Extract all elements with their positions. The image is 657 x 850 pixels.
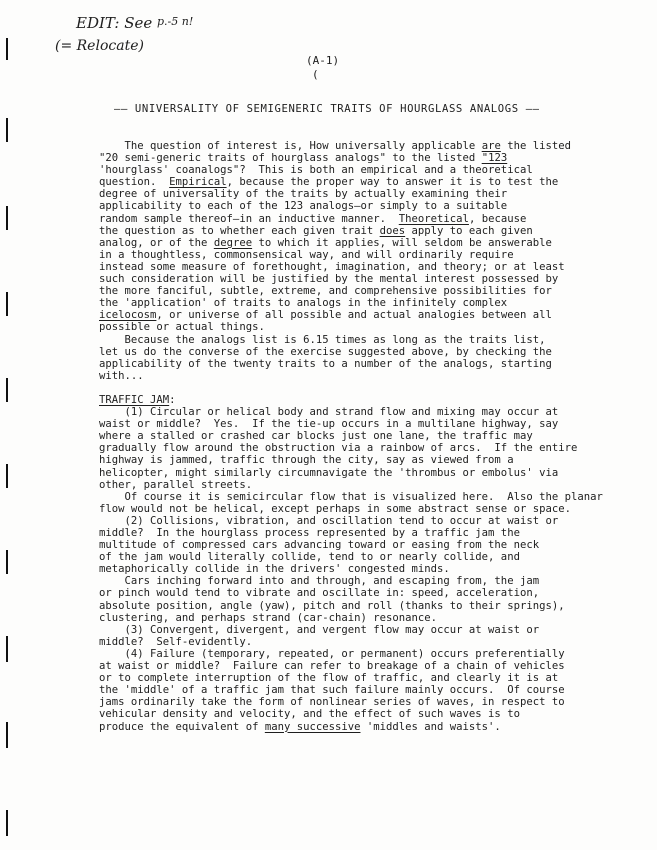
text-line (99, 684, 569, 696)
text-line (99, 660, 569, 672)
underlined-text: Theoretical (398, 212, 469, 225)
text-segment: possible or actual things. (99, 321, 265, 334)
underlined-text: degree (213, 236, 253, 249)
text-line (99, 648, 569, 660)
text-segment: applicability of the twenty traits to a number of the analogs, starting (99, 357, 552, 370)
margin-mark (6, 292, 8, 316)
text-line (99, 418, 569, 430)
edit-note-reference: p.-5 n! (157, 15, 194, 28)
text-segment: or to complete interruption of the flow of traffic, and clearly it is at (99, 672, 559, 685)
margin-mark (6, 722, 8, 748)
text-line (99, 273, 569, 285)
text-segment: (1) Circular or helical body and strand flow and mixing may occur at (99, 406, 559, 419)
text-segment: instead some measure of forethought, imagination, and theory; or at least (99, 260, 565, 273)
text-segment: 'hourglass' coanalogs"? This is both an empirical and a theoretical (99, 164, 533, 177)
text-segment: where a stalled or crashed car blocks just one lane, the traffic may (99, 430, 533, 443)
text-line (99, 515, 569, 527)
text-segment: other, parallel streets. (99, 478, 253, 491)
margin-mark (6, 636, 8, 662)
text-line (99, 297, 569, 309)
text-segment: (2) Collisions, vibration, and oscillation tend to occur at waist or (99, 514, 559, 527)
text-line (99, 575, 569, 587)
underlined-text: icelocosm (99, 309, 157, 322)
document-body (99, 140, 603, 733)
text-line (99, 225, 569, 237)
text-segment: (4) Failure (temporary, repeated, or permanent) occurs preferentially (99, 647, 565, 660)
text-line (99, 152, 569, 164)
text-line (99, 467, 569, 479)
margin-mark (6, 206, 8, 230)
text-line (99, 188, 569, 200)
text-segment: clustering, and perhaps strand (car-chain) resonance. (99, 611, 438, 624)
text-line (99, 479, 569, 491)
margin-mark (6, 464, 8, 488)
text-segment: Cars inching forward into and through, and escaping from, the jam (99, 575, 540, 588)
page-mark: ( (312, 68, 319, 81)
text-line (99, 527, 569, 539)
text-segment: "20 semi-generic traits of hourglass analogs" to the listed (99, 152, 482, 165)
text-segment: the 'middle' of a traffic jam that such failure mainly occurs. Of course (99, 684, 565, 697)
text-line (99, 442, 578, 455)
text-segment: or pinch would tend to vibrate and oscillate in: speed, acceleration, (99, 587, 540, 600)
text-line (99, 176, 569, 188)
text-line (99, 213, 569, 225)
text-segment: let us do the converse of the exercise suggested above, by checking the (99, 345, 552, 358)
text-line (99, 672, 569, 684)
text-segment: , because (468, 212, 527, 225)
text-line (99, 490, 603, 503)
text-segment: random sample thereof—in an inductive manner. (99, 212, 399, 225)
handwritten-relocate-note: (= Relocate) (55, 38, 144, 54)
edit-note-text: EDIT: See (76, 14, 153, 32)
margin-mark (6, 38, 8, 60)
text-segment: middle? In the hourglass process represented by a traffic jam the (99, 527, 520, 539)
text-line (99, 539, 569, 551)
text-segment: applicability to each of the 123 analogs—or simply to a suitable (99, 200, 508, 213)
text-line (99, 503, 569, 515)
section-heading: —— UNIVERSALITY OF SEMIGENERIC TRAITS OF HOURGLASS ANALOGS —— (114, 103, 540, 115)
text-line (99, 636, 569, 648)
text-line (99, 321, 569, 333)
text-segment: , because the proper way to answer it is to test the (226, 176, 559, 189)
text-segment: degree of universality of the traits by actually examining their (99, 188, 508, 201)
text-segment: waist or middle? Yes. If the tie-up occurs in a multilane highway, say (99, 418, 559, 431)
text-segment: the 'application' of traits to analogs in the infinitely complex (99, 297, 508, 310)
text-segment: produce the equivalent of (99, 720, 265, 733)
text-segment: : (169, 393, 176, 406)
text-segment: multitude of compressed cars advancing toward or easing from the neck (99, 539, 540, 552)
text-line (99, 696, 569, 708)
text-line (99, 370, 569, 382)
text-segment: apply to each given (405, 224, 533, 237)
text-line (99, 237, 569, 249)
text-line (99, 346, 569, 358)
text-line (99, 164, 569, 176)
text-line (99, 563, 569, 575)
text-segment: absolute position, angle (yaw), pitch and roll (thanks to their springs), (99, 599, 565, 612)
text-segment: jams ordinarily take the form of nonlinear series of waves, in respect to (99, 696, 565, 709)
text-line (99, 382, 569, 394)
text-segment: highway is jammed, traffic through the city, say as viewed from a (99, 454, 514, 467)
text-line (99, 309, 569, 321)
text-line (99, 261, 569, 273)
page-label: (A-1) (306, 54, 340, 67)
text-line (99, 454, 569, 466)
margin-mark (6, 378, 8, 402)
text-line (99, 612, 569, 624)
text-segment: gradually flow around the obstruction via a rainbow of arcs. If the entire (99, 442, 578, 455)
margin-mark (6, 550, 8, 574)
text-segment: question. (99, 176, 170, 189)
text-line (99, 394, 569, 406)
text-segment: the listed (500, 140, 571, 152)
text-segment: , or universe of all possible and actual analogies between all (156, 309, 552, 322)
text-segment: such consideration will be justified by the mental interest possessed by (99, 273, 559, 286)
text-line (99, 430, 569, 442)
text-segment: vehicular density and velocity, and the effect of such waves is to (99, 708, 520, 721)
text-segment: Of course it is semicircular flow that is visualized here. Also the planar (99, 490, 603, 503)
text-line (99, 721, 569, 733)
text-segment: 'middles and waists'. (360, 720, 501, 733)
text-line (99, 249, 569, 261)
text-line (99, 334, 569, 346)
underlined-text: Empirical (169, 176, 227, 189)
text-line (99, 600, 569, 612)
text-line (99, 587, 569, 599)
text-segment: the more fanciful, subtle, extreme, and comprehensive possibilities for (99, 285, 552, 298)
text-line (99, 406, 569, 418)
text-segment: analog, or of the (99, 236, 214, 249)
text-line (99, 200, 569, 212)
underlined-text: are (481, 140, 501, 152)
text-segment: (3) Convergent, divergent, and vergent flow may occur at waist or (99, 623, 540, 636)
text-segment: with... (99, 369, 144, 382)
text-line (99, 708, 569, 720)
text-line (99, 624, 569, 636)
margin-mark (6, 118, 8, 142)
handwritten-edit-note (76, 14, 193, 32)
text-line (99, 551, 569, 563)
text-segment: flow would not be helical, except perhaps in some abstract sense or space. (99, 502, 571, 515)
text-segment: helicopter, might similarly circumnavigate the 'thrombus or embolus' via (99, 466, 559, 479)
text-segment: Because the analogs list is 6.15 times as long as the traits list, (99, 333, 546, 346)
margin-mark (6, 810, 8, 836)
text-segment: at waist or middle? Failure can refer to breakage of a chain of vehicles (99, 660, 565, 673)
underlined-text: TRAFFIC JAM (99, 393, 170, 406)
text-segment: of the jam would literally collide, tend to or nearly collide, and (99, 551, 520, 564)
text-line (99, 285, 569, 297)
text-line (99, 358, 569, 370)
text-segment: middle? Self-evidently. (99, 635, 253, 648)
text-segment: to which it applies, will seldom be answerable (252, 236, 552, 249)
underlined-text: many successive (264, 720, 361, 733)
underlined-text: does (379, 224, 406, 237)
text-segment: the question as to whether each given trait (99, 224, 380, 237)
text-segment: metaphorically collide in the drivers' congested minds. (99, 563, 450, 576)
text-segment: in a thoughtless, commonsensical way, and will ordinarily require (99, 248, 514, 261)
text-line (99, 140, 569, 152)
text-segment: The question of interest is, How universally applicable (99, 140, 482, 152)
underlined-text: "123 (481, 152, 508, 165)
